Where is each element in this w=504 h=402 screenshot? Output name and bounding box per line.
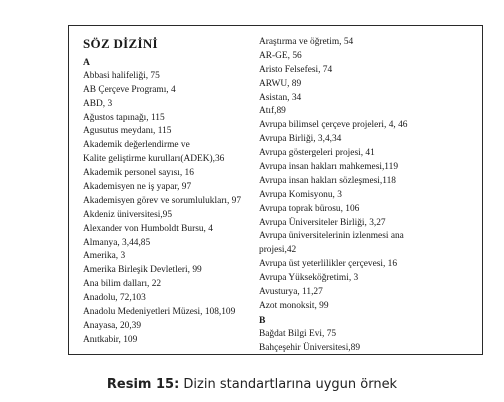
index-entry: Agusutus meydanı, 115 — [83, 126, 172, 137]
index-entry: Akdeniz üniversitesi,95 — [83, 209, 173, 220]
index-entry: ABD, 3 — [83, 98, 113, 109]
index-entry: Akademisyen görev ve sorumlulukları, 97 — [83, 195, 242, 206]
index-entry: Akademik değerlendirme ve — [83, 140, 190, 151]
index-entry: AR-GE, 56 — [259, 50, 302, 61]
index-entry: Akademik personel sayısı, 16 — [83, 168, 194, 179]
figure-caption — [0, 377, 504, 392]
caption-label: Resim 15: — [106, 377, 180, 392]
index-entry: Avrupa Üniversiteler Birliği, 3,27 — [259, 217, 386, 228]
index-entry: Ağustos tapınağı, 115 — [83, 112, 165, 123]
index-entry: Aristo Felsefesi, 74 — [259, 64, 333, 75]
index-entry: ARWU, 89 — [259, 78, 302, 89]
index-entry: Araştırma ve öğretim, 54 — [259, 37, 354, 47]
index-title: SÖZ DİZİNİ — [83, 36, 158, 51]
index-right-column — [259, 36, 481, 355]
index-entry: Alexander von Humboldt Bursu, 4 — [83, 223, 213, 234]
index-entry: Bağdat Bilgi Evi, 75 — [259, 328, 337, 339]
index-entry: Avrupa toprak bürosu, 106 — [259, 203, 360, 214]
index-entry: Avrupa üniversitelerinin izlenmesi ana — [259, 231, 404, 242]
index-entry: Avrupa Yükseköğretimi, 3 — [259, 273, 359, 284]
index-entry: Anayasa, 20,39 — [83, 320, 142, 331]
index-entry: Avrupa Birliği, 3,4,34 — [259, 134, 342, 145]
index-entry: Avrupa göstergeleri projesi, 41 — [259, 148, 375, 159]
index-page-image — [68, 25, 483, 355]
index-entry: Asistan, 34 — [259, 92, 302, 103]
index-entry: Avrupa üst yeterlilikler çerçevesi, 16 — [259, 259, 398, 270]
index-entry: Atıf,89 — [259, 106, 286, 117]
index-entry: projesi,42 — [259, 245, 297, 256]
index-entry: Avrupa insan hakları sözleşmesi,118 — [259, 175, 396, 186]
index-entry: Avrupa insan hakları mahkemesi,119 — [259, 162, 399, 173]
index-entry: Anadolu Medeniyetleri Müzesi, 108,109 — [83, 307, 236, 318]
index-entry: Anıtkabir, 109 — [83, 334, 138, 345]
index-entry: Amerika Birleşik Devletleri, 99 — [83, 265, 202, 276]
index-left-column — [83, 56, 253, 348]
index-entry: Almanya, 3,44,85 — [83, 237, 151, 248]
index-entry: Abbasi halifeliği, 75 — [83, 70, 160, 81]
caption-text: Dizin standartlarına uygun örnek — [183, 377, 398, 392]
index-entry: Akademisyen ne iş yapar, 97 — [83, 182, 192, 193]
index-letter-heading: A — [83, 57, 90, 68]
index-entry: Anadolu, 72,103 — [83, 293, 146, 304]
index-entry: Avusturya, 11,27 — [259, 287, 323, 298]
index-entry: Azot monoksit, 99 — [259, 300, 329, 311]
index-entry: Kalite geliştirme kurulları(ADEK),36 — [83, 154, 225, 165]
index-entry: AB Çerçeve Programı, 4 — [83, 84, 176, 95]
index-entry: Bahçeşehir Üniversitesi,89 — [259, 342, 361, 353]
index-entry: Amerika, 3 — [83, 251, 126, 262]
index-entry: Ana bilim dalları, 22 — [83, 279, 162, 290]
index-entry: Avrupa bilimsel çerçeve projeleri, 4, 46 — [259, 120, 408, 131]
index-letter-heading: B — [259, 314, 266, 326]
index-entry: Avrupa Komisyonu, 3 — [259, 189, 342, 200]
